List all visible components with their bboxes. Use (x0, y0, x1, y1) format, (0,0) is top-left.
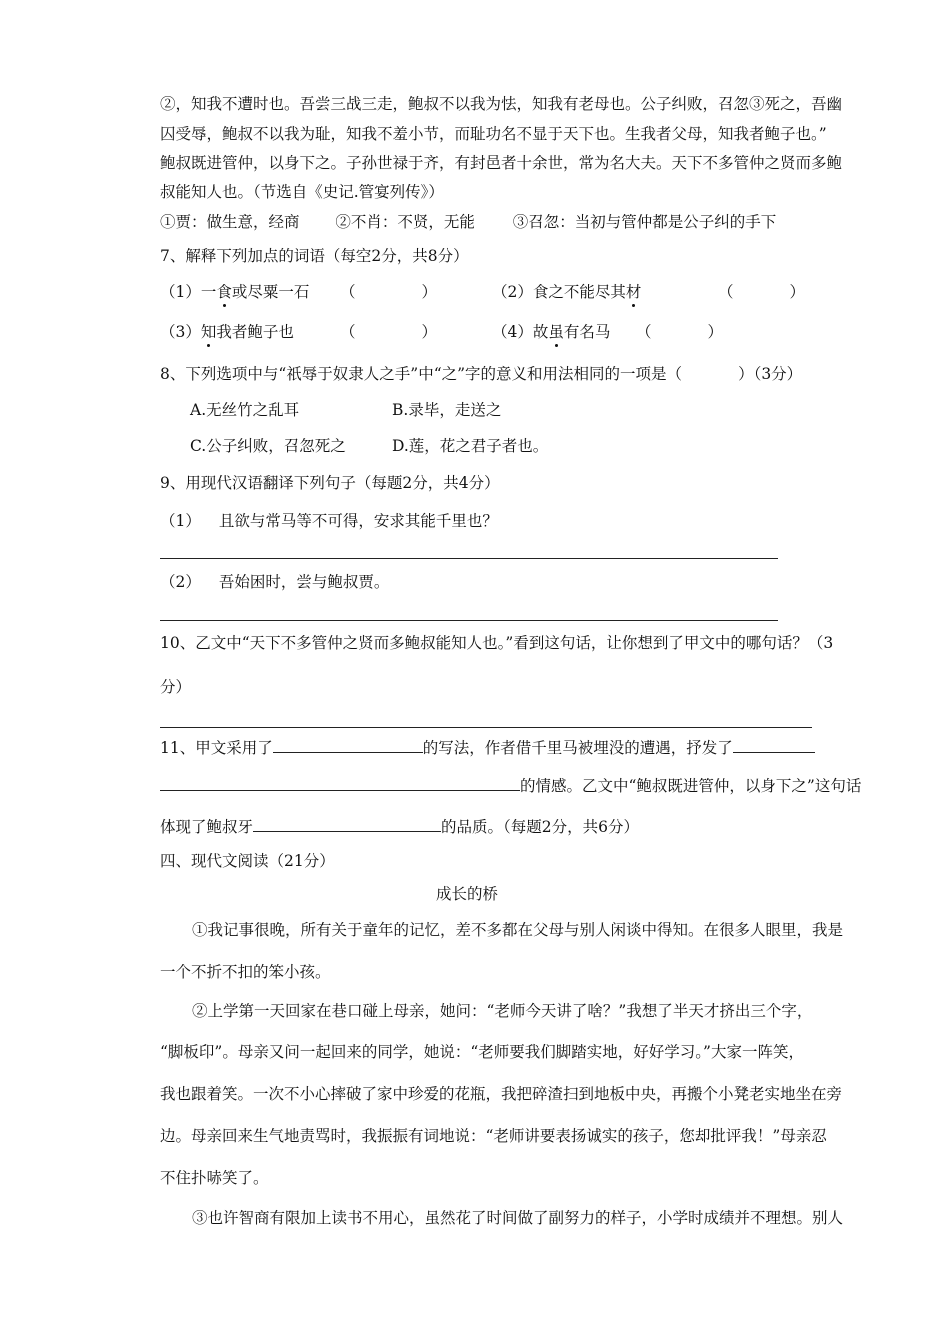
q8-option-d[interactable]: D.莲，花之君子者也。 (392, 437, 549, 455)
q10-answer-line[interactable] (160, 727, 812, 728)
q11-blank-2a[interactable] (733, 738, 815, 753)
q11-blank-3[interactable] (253, 817, 441, 832)
paragraph-line: “脚板印”。母亲又问一起回来的同学，她说：“老师要我们脚踏实地，好好学习。”大家一阵笑， (160, 1043, 804, 1061)
passage-line: 鲍叔既进管仲，以身下之。子孙世禄于齐，有封邑者十余世，常为名大夫。天下不多管仲之贤而多鲍 (160, 154, 843, 172)
q11-blank-2b[interactable] (160, 776, 520, 791)
q7-answer-1[interactable]: （ ） (340, 283, 438, 301)
paragraph-line: 不住扑哧笑了。 (160, 1169, 269, 1187)
paragraph-line: ②上学第一天回家在巷口碰上母亲，她问：“老师今天讲了啥？”我想了半天才挤出三个字， (192, 1002, 813, 1020)
passage-line: 叔能知人也。（节选自《史记.管宴列传》） (160, 183, 444, 201)
q7-answer-2[interactable]: （ ） (718, 283, 806, 301)
paragraph-line: 我也跟着笑。一次不小心摔破了家中珍爱的花瓶，我把碎渣扫到地板中央，再搬个小凳老实地坐在旁 (160, 1085, 843, 1103)
q9-stem: 9、用现代汉语翻译下列句子（每题2分，共4分） (160, 474, 500, 492)
footnotes (160, 212, 776, 232)
q8-stem: 8、下列选项中与“祇辱于奴隶人之手”中“之”字的意义和用法相同的一项是（ ）（3分） (160, 365, 803, 383)
q8-option-b[interactable]: B.录毕，走送之 (392, 401, 502, 419)
article-title: 成长的桥 (436, 885, 499, 903)
q11-line-2: 的情感。乙文中“鲍叔既进管仲，以身下之”这句话 (160, 776, 861, 796)
section-heading: 四、现代文阅读（21分） (160, 852, 335, 870)
passage-line: ②，知我不遭时也。吾尝三战三走，鲍叔不以我为怯，知我有老母也。公子纠败，召忽③死之，吾幽 (160, 95, 843, 113)
dotted-char: 知 (200, 323, 217, 341)
dotted-char: 虽 (548, 323, 564, 341)
q9-sentence-1: （1） 且欲与常马等不可得，安求其能千里也？ (160, 512, 498, 530)
paragraph-line: 一个不折不扣的笨小孩。 (160, 963, 331, 981)
q9-answer-line-2[interactable] (160, 620, 778, 621)
dotted-char: 食 (216, 283, 232, 301)
q9-sentence-2: （2） 吾始困时，尝与鲍叔贾。 (160, 573, 390, 591)
footnote-1: ①贾：做生意，经商 (160, 213, 300, 231)
q8-option-a[interactable]: A.无丝竹之乱耳 (190, 401, 300, 419)
paragraph-line: ③也许智商有限加上读书不用心，虽然花了时间做了副努力的样子，小学时成绩并不理想。别人 (192, 1209, 844, 1227)
paragraph-line: ①我记事很晚，所有关于童年的记忆，差不多都在父母与别人闲谈中得知。在很多人眼里，我是 (192, 921, 844, 939)
passage-line: 囚受辱，鲍叔不以我为耻，知我不羞小节，而耻功名不显于天下也。生我者父母，知我者鲍子也。” (160, 125, 827, 143)
q7-answer-4[interactable]: （ ） (636, 323, 724, 341)
q7-item-4: （4）故虽有名马 (492, 323, 611, 341)
footnote-3: ③召忽：当初与管仲都是公子纠的手下 (512, 213, 777, 231)
q8-option-c[interactable]: C.公子纠败，召忽死之 (190, 437, 346, 455)
footnote-2: ②不肖：不贤，无能 (335, 213, 475, 231)
q7-item-1: （1）一食或尽粟一石 (160, 283, 310, 301)
q11-line-1: 11、甲文采用了 的写法，作者借千里马被埋没的遭遇，抒发了 (160, 738, 815, 758)
q7-item-3: （3）知我者鲍子也 (160, 323, 294, 341)
q11-line-3: 体现了鲍叔牙 的品质。（每题2分，共6分） (160, 818, 639, 836)
q11-blank-1[interactable] (273, 738, 423, 753)
q10-stem-cont: 分） (160, 678, 192, 696)
dotted-char: 材 (625, 283, 642, 301)
q10-stem: 10、乙文中“天下不多管仲之贤而多鲍叔能知人也。”看到这句话，让你想到了甲文中的哪句话？（3 (160, 634, 834, 652)
q7-answer-3[interactable]: （ ） (340, 323, 438, 341)
q7-item-2: （2）食之不能尽其材 (492, 283, 642, 301)
q9-answer-line-1[interactable] (160, 558, 778, 559)
paragraph-line: 边。母亲回来生气地责骂时，我振振有词地说：“老师讲要表扬诚实的孩子，您却批评我！”母亲忍 (160, 1127, 827, 1145)
q7-stem: 7、解释下列加点的词语（每空2分，共8分） (160, 247, 469, 265)
